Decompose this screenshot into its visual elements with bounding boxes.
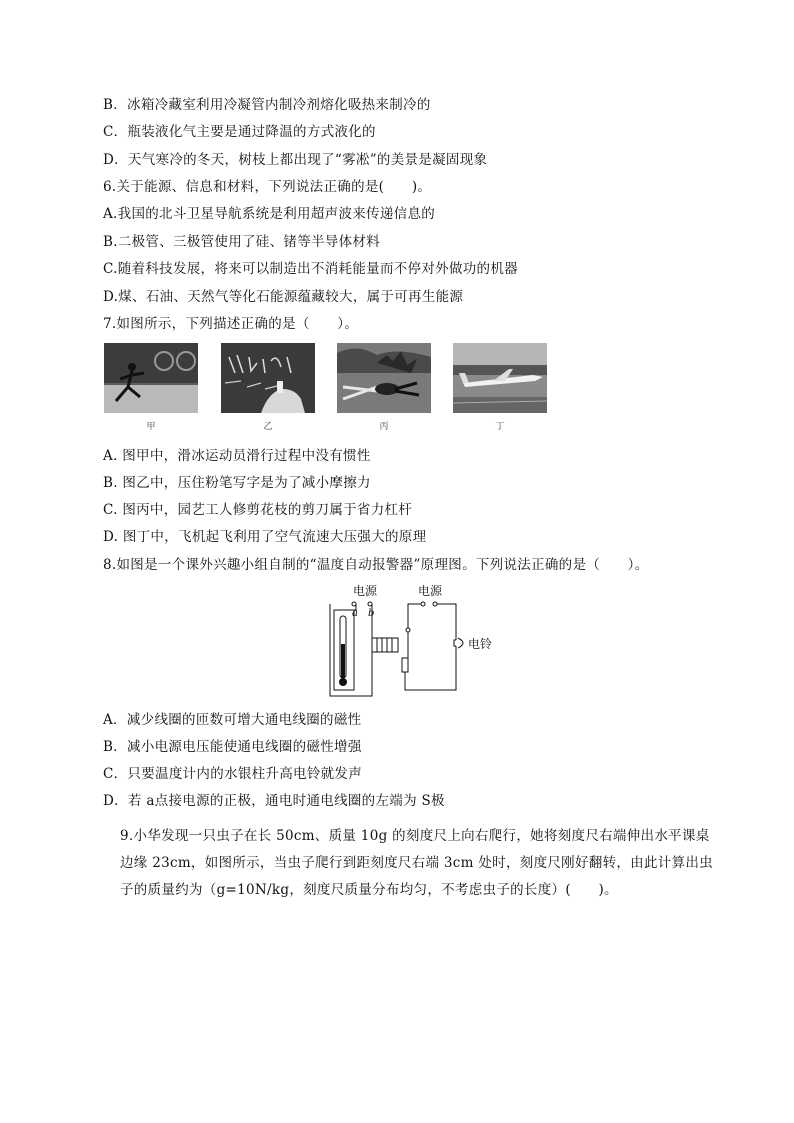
option-5c: C．瓶装液化气主要是通过降温的方式液化的 bbox=[103, 124, 376, 140]
terminal-b-label: b bbox=[368, 608, 375, 619]
caption-ding: 丁 bbox=[495, 422, 505, 432]
question-7-stem: 7.如图所示，下列描述正确的是（ ）。 bbox=[103, 316, 359, 332]
option-6c: C.随着科技发展，将来可以制造出不消耗能量而不停对外做功的机器 bbox=[103, 261, 518, 277]
terminal-a-label: a bbox=[352, 608, 358, 619]
photo-yi-chalk bbox=[221, 343, 315, 413]
option-7b: B. 图乙中，压住粉笔写字是为了减小摩擦力 bbox=[103, 475, 371, 491]
power-label-left: 电源 bbox=[353, 584, 378, 598]
question-9-text: 9.小华发现一只虫子在长 50cm、质量 10g 的刻度尺上向右爬行，她将刻度尺右端伸出水平课桌边缘 23cm，如图所示，当虫子爬行到距刻度尺右端 3cm 处时，刻度尺刚好翻转，由此计算出虫子的质量约为（g=10N/kg，刻度尺质量分布均匀，不考虑虫子的长度）( )。 bbox=[120, 828, 713, 898]
option-6a: A.我国的北斗卫星导航系统是利用超声波来传递信息的 bbox=[103, 206, 436, 222]
caption-bing: 丙 bbox=[379, 422, 389, 432]
option-6b: B.二极管、三极管使用了硅、锗等半导体材料 bbox=[103, 234, 381, 250]
option-5b: B．冰箱冷藏室利用冷凝管内制冷剂熔化吸热来制冷的 bbox=[103, 97, 431, 113]
question-8-stem: 8.如图是一个课外兴趣小组自制的“温度自动报警器”原理图。下列说法正确的是（ ）。 bbox=[103, 557, 649, 573]
caption-yi: 乙 bbox=[263, 422, 273, 432]
question-6-stem: 6.关于能源、信息和材料，下列说法正确的是( )。 bbox=[103, 179, 432, 195]
photo-bing-scissors bbox=[337, 343, 431, 413]
option-7d: D. 图丁中，飞机起飞利用了空气流速大压强大的原理 bbox=[103, 529, 427, 545]
option-7c: C. 图丙中，园艺工人修剪花枝的剪刀属于省力杠杆 bbox=[103, 502, 413, 518]
bell-label: 电铃 bbox=[468, 637, 493, 651]
option-6d: D.煤、石油、天然气等化石能源蕴藏较大，属于可再生能源 bbox=[103, 289, 464, 305]
power-label-right: 电源 bbox=[418, 584, 443, 598]
temperature-alarm-circuit-diagram bbox=[326, 582, 496, 700]
option-7a: A. 图甲中，滑冰运动员滑行过程中没有惯性 bbox=[103, 448, 371, 464]
photo-jia-skater bbox=[104, 343, 198, 413]
option-8b: B．减小电源电压能使通电线圈的磁性增强 bbox=[103, 739, 362, 755]
option-8c: C．只要温度计内的水银柱升高电铃就发声 bbox=[103, 766, 363, 782]
question-9 bbox=[120, 823, 720, 904]
photo-ding-airplane bbox=[453, 343, 547, 413]
option-5d: D．天气寒冷的冬天，树枝上都出现了“雾凇”的美景是凝固现象 bbox=[103, 152, 488, 168]
option-8a: A．减少线圈的匝数可增大通电线圈的磁性 bbox=[103, 712, 362, 728]
caption-jia: 甲 bbox=[146, 422, 156, 432]
option-8d: D．若 a点接电源的正极，通电时通电线圈的左端为 S极 bbox=[103, 793, 445, 809]
